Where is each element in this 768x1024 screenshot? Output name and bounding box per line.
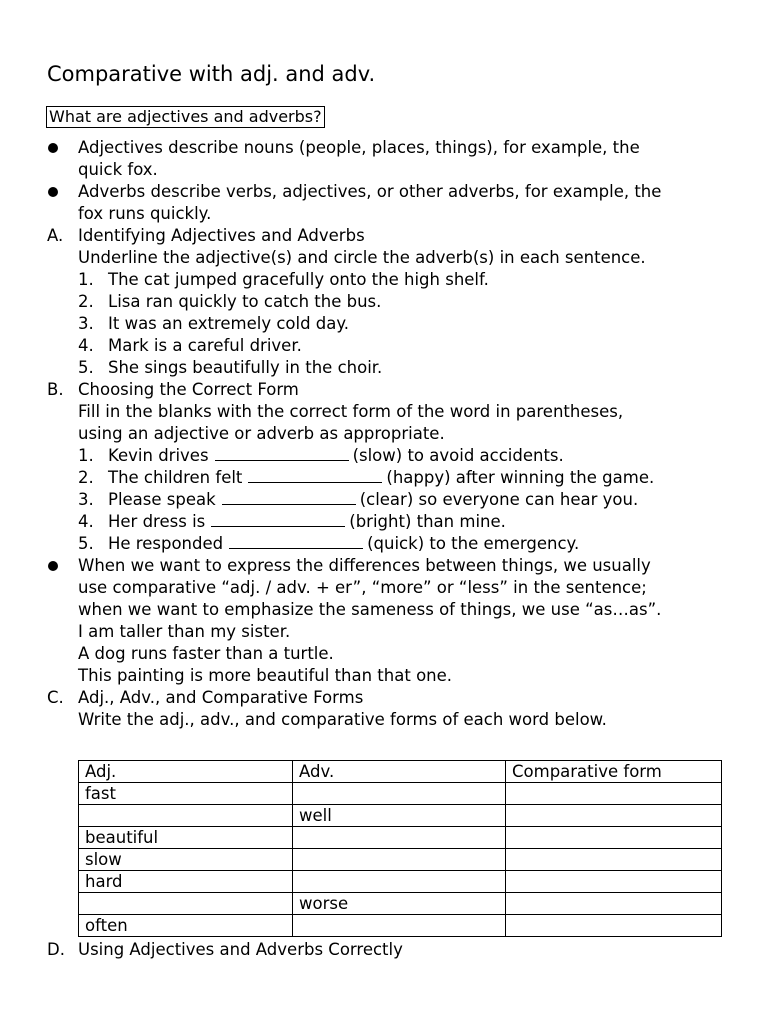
table-cell[interactable] [506,915,722,937]
table-row [79,849,722,871]
column-header: Adj. [79,761,293,783]
list-item: 1. The cat jumped gracefully onto the high shelf. [78,270,489,289]
table-row [79,805,722,827]
bullet-item-continued: when we want to emphasize the sameness of things, we use “as…as”. [78,600,662,619]
table-cell[interactable] [293,783,506,805]
fill-blank-item: 5. He responded (quick) to the emergency. [78,534,580,553]
bullet-item-continued: fox runs quickly. [78,204,212,223]
section-c-heading: C. Adj., Adv., and Comparative Forms [47,688,364,707]
table-cell[interactable]: beautiful [79,827,293,849]
table-cell[interactable]: fast [79,783,293,805]
table-row [79,783,722,805]
section-a-heading: A. Identifying Adjectives and Adverbs [47,226,365,245]
bullet-dot-icon [48,143,58,153]
table-cell[interactable] [506,783,722,805]
example-sentence: I am taller than my sister. [78,622,291,641]
section-b-instruction: Fill in the blanks with the correct form of the word in parentheses, [78,402,624,421]
table-header-row [79,761,722,783]
bullet-dot-icon [48,561,58,571]
table-row [79,893,722,915]
column-header: Comparative form [506,761,722,783]
list-item: 4. Mark is a careful driver. [78,336,302,355]
column-header: Adv. [293,761,506,783]
word-forms-table [78,760,722,937]
answer-blank[interactable] [215,445,349,461]
table-cell[interactable]: slow [79,849,293,871]
fill-blank-item: 2. The children felt (happy) after winning the game. [78,468,655,487]
table-row [79,827,722,849]
answer-blank[interactable] [222,489,356,505]
bullet-item-continued: quick fox. [78,160,158,179]
list-item: 2. Lisa ran quickly to catch the bus. [78,292,382,311]
table-cell[interactable] [506,827,722,849]
worksheet-body [0,137,768,731]
bullet-item: When we want to express the differences between things, we usually [0,555,768,577]
fill-blank-item: 4. Her dress is (bright) than mine. [78,512,506,531]
table-cell[interactable] [506,849,722,871]
answer-blank[interactable] [248,467,382,483]
section-a-instruction: Underline the adjective(s) and circle the adverb(s) in each sentence. [78,248,646,267]
list-item: 5. She sings beautifully in the choir. [78,358,383,377]
fill-blank-item: 1. Kevin drives (slow) to avoid accidents. [78,446,564,465]
bullet-item-continued: use comparative “adj. / adv. + er”, “more” or “less” in the sentence; [78,578,647,597]
table-cell[interactable] [293,915,506,937]
table-cell[interactable] [506,871,722,893]
example-sentence: A dog runs faster than a turtle. [78,644,334,663]
answer-blank[interactable] [211,511,345,527]
table-cell[interactable] [293,849,506,871]
table-cell[interactable]: worse [293,893,506,915]
fill-blank-item: 3. Please speak (clear) so everyone can hear you. [78,490,639,509]
table-row [79,871,722,893]
section-b-instruction: using an adjective or adverb as appropriate. [78,424,445,443]
table-cell[interactable]: often [79,915,293,937]
table-cell[interactable] [79,893,293,915]
table-cell[interactable]: hard [79,871,293,893]
table-cell[interactable] [79,805,293,827]
list-item: 3. It was an extremely cold day. [78,314,350,333]
table-cell[interactable] [506,893,722,915]
bullet-item: Adjectives describe nouns (people, places, things), for example, the [0,137,768,159]
table-cell[interactable] [293,871,506,893]
answer-blank[interactable] [229,533,363,549]
section-b-heading: B. Choosing the Correct Form [47,380,299,399]
table-cell[interactable]: well [293,805,506,827]
bullet-dot-icon [48,187,58,197]
example-sentence: This painting is more beautiful than that one. [78,666,453,685]
question-box: What are adjectives and adverbs? [46,106,325,128]
section-c-instruction: Write the adj., adv., and comparative forms of each word below. [78,710,607,729]
page-title: Comparative with adj. and adv. [47,62,376,86]
table-row [79,915,722,937]
bullet-item: Adverbs describe verbs, adjectives, or other adverbs, for example, the [0,181,768,203]
table-cell[interactable] [293,827,506,849]
table-cell[interactable] [506,805,722,827]
section-d-heading: D. Using Adjectives and Adverbs Correctly [47,940,403,959]
